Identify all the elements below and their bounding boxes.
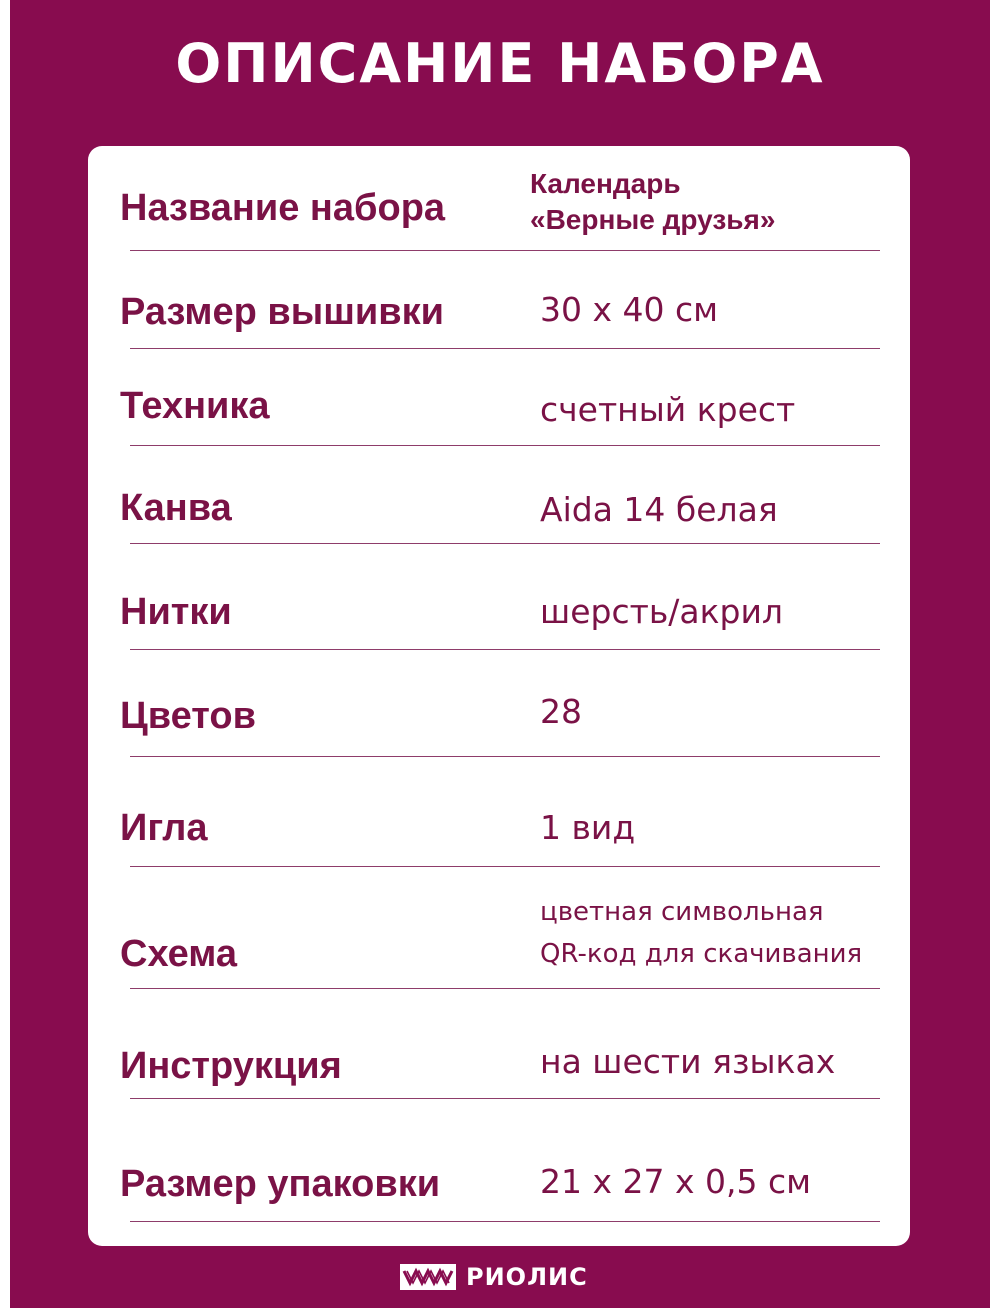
page-title: ОПИСАНИЕ НАБОРА: [175, 32, 825, 95]
divider: [130, 348, 880, 349]
row-label: Нитки: [120, 591, 232, 633]
row-value: 30 х 40 см: [540, 290, 719, 329]
row-value-line-1: цветная символьная: [540, 897, 824, 927]
row-value: 1 вид: [540, 808, 636, 847]
divider: [130, 543, 880, 544]
row-value: 21 х 27 х 0,5 см: [540, 1162, 812, 1201]
row-label: Канва: [120, 487, 232, 529]
row-label: Размер вышивки: [120, 291, 444, 333]
divider: [130, 756, 880, 757]
row-label: Цветов: [120, 695, 256, 737]
description-card: [88, 146, 910, 1246]
row-label: Игла: [120, 807, 208, 849]
row-label: Инструкция: [120, 1045, 342, 1087]
divider: [130, 988, 880, 989]
wave-pattern-icon: [400, 1264, 456, 1290]
divider: [130, 649, 880, 650]
row-value: счетный крест: [540, 390, 796, 429]
divider: [130, 445, 880, 446]
row-value-line-2: QR-код для скачивания: [540, 939, 863, 969]
brand-logo: [400, 1262, 588, 1292]
brand-name: РИОЛИС: [466, 1263, 588, 1291]
row-label: Техника: [120, 385, 270, 427]
divider: [130, 866, 880, 867]
row-label: Схема: [120, 933, 238, 975]
row-value: шерсть/акрил: [540, 592, 784, 631]
row-value: Aida 14 белая: [540, 490, 778, 529]
divider: [130, 1098, 880, 1099]
row-label: Размер упаковки: [120, 1163, 441, 1205]
row-label: Название набора: [120, 187, 446, 229]
row-value-line-2: «Верные друзья»: [530, 204, 776, 235]
row-value-line-1: Календарь: [530, 168, 681, 199]
divider: [130, 1221, 880, 1222]
divider: [130, 250, 880, 251]
row-value: 28: [540, 692, 582, 731]
row-value: на шести языках: [540, 1042, 836, 1081]
